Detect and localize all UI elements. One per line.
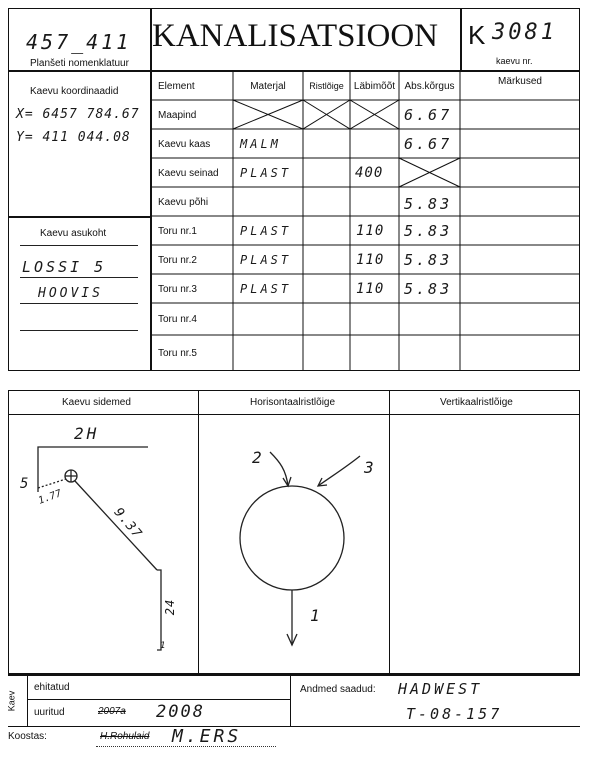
author-label: Koostas: xyxy=(8,731,47,742)
col-header-diameter: Läbimõõt xyxy=(353,80,396,92)
measured-value: 2008 xyxy=(156,702,205,722)
building-corner xyxy=(157,570,161,650)
location-line2: HOOVIS xyxy=(38,286,103,301)
divider-h xyxy=(8,674,580,676)
row-height: 6.67 xyxy=(404,106,453,124)
tie-line xyxy=(75,481,157,570)
pipe-label-1: 1 xyxy=(310,606,323,625)
row-element: Kaevu kaas xyxy=(158,138,211,150)
row-height: 5.83 xyxy=(404,222,453,240)
nomenclature-value: 457_411 xyxy=(26,30,132,54)
row-material: PLAST xyxy=(240,282,292,296)
divider-v xyxy=(27,674,28,726)
section-vertical: Vertikaalristlõige xyxy=(440,397,513,408)
row-height: 6.67 xyxy=(404,135,453,153)
location-line1: LOSSI 5 xyxy=(22,258,107,276)
row-diameter: 110 xyxy=(356,223,385,239)
tie-line xyxy=(38,479,66,488)
divider-h xyxy=(27,699,290,700)
row-material: PLAST xyxy=(240,224,292,238)
well-circle xyxy=(240,486,344,590)
row-element: Toru nr.4 xyxy=(158,313,197,325)
coordinate-y: Y= 411 044.08 xyxy=(16,130,131,145)
row-material: PLAST xyxy=(240,166,292,180)
row-diameter: 400 xyxy=(355,165,384,181)
divider-h xyxy=(8,726,580,727)
tie-v: 24 xyxy=(163,598,178,616)
row-element: Toru nr.2 xyxy=(158,254,197,266)
row-diameter: 110 xyxy=(356,281,385,297)
built-label: ehitatud xyxy=(34,682,70,693)
tie-d2: 9.37 xyxy=(110,505,145,542)
pipe-label-3: 3 xyxy=(364,458,377,477)
coordinates-label: Kaevu koordinaadid xyxy=(30,86,119,97)
row-diameter: 110 xyxy=(356,252,385,268)
source-value: HADWEST xyxy=(398,680,483,698)
tie-d1: 1.77 xyxy=(36,488,64,507)
section-horizontal: Horisontaalristlõige xyxy=(250,397,336,408)
author-struck: H.Rohulaid xyxy=(100,731,150,742)
tie-top: 2H xyxy=(74,424,100,443)
col-header-notes: Märkused xyxy=(498,75,542,87)
well-prefix: K xyxy=(468,20,486,50)
pipe-label-2: 2 xyxy=(252,448,265,467)
row-element: Toru nr.5 xyxy=(158,347,197,359)
row-height: 5.83 xyxy=(404,251,453,269)
coordinate-x: X= 6457 784.67 xyxy=(16,107,140,122)
measured-struck: 2007a xyxy=(98,706,126,717)
row-material: MALM xyxy=(240,137,281,151)
col-header-material: Materjal xyxy=(250,80,286,92)
tie-left: 5 xyxy=(20,476,32,492)
location-label: Kaevu asukoht xyxy=(40,228,107,239)
row-height: 5.83 xyxy=(404,195,453,213)
source-ref: T-08-157 xyxy=(406,705,503,723)
col-header-height: Abs.kõrgus xyxy=(404,80,455,92)
row-element: Kaevu seinad xyxy=(158,167,219,179)
author-value: M.ERS xyxy=(172,726,242,747)
pipe-3-arrow xyxy=(318,456,360,486)
row-element: Maapind xyxy=(158,109,197,121)
nomenclature-label: Planšeti nomenklatuur xyxy=(30,58,129,69)
well-number-label: kaevu nr. xyxy=(496,56,533,66)
section-ties: Kaevu sidemed xyxy=(62,397,131,408)
well-number: 3081 xyxy=(492,20,557,45)
row-element: Toru nr.3 xyxy=(158,283,197,295)
col-header-element: Element xyxy=(158,80,195,92)
col-header-cross: Ristlõige xyxy=(309,81,344,91)
measured-label: uuritud xyxy=(34,707,65,718)
form-title: KANALISATSIOON xyxy=(152,18,438,54)
ties-outline xyxy=(38,447,148,492)
row-element: Toru nr.1 xyxy=(158,225,197,237)
divider-v xyxy=(290,674,291,726)
source-label: Andmed saadud: xyxy=(300,684,376,695)
author-line xyxy=(96,745,276,747)
row-height: 5.83 xyxy=(404,280,453,298)
row-element: Kaevu põhi xyxy=(158,196,209,208)
tie-corner: 1 xyxy=(160,641,169,651)
row-material: PLAST xyxy=(240,253,292,267)
footer-side-label: Kaev xyxy=(6,690,17,712)
